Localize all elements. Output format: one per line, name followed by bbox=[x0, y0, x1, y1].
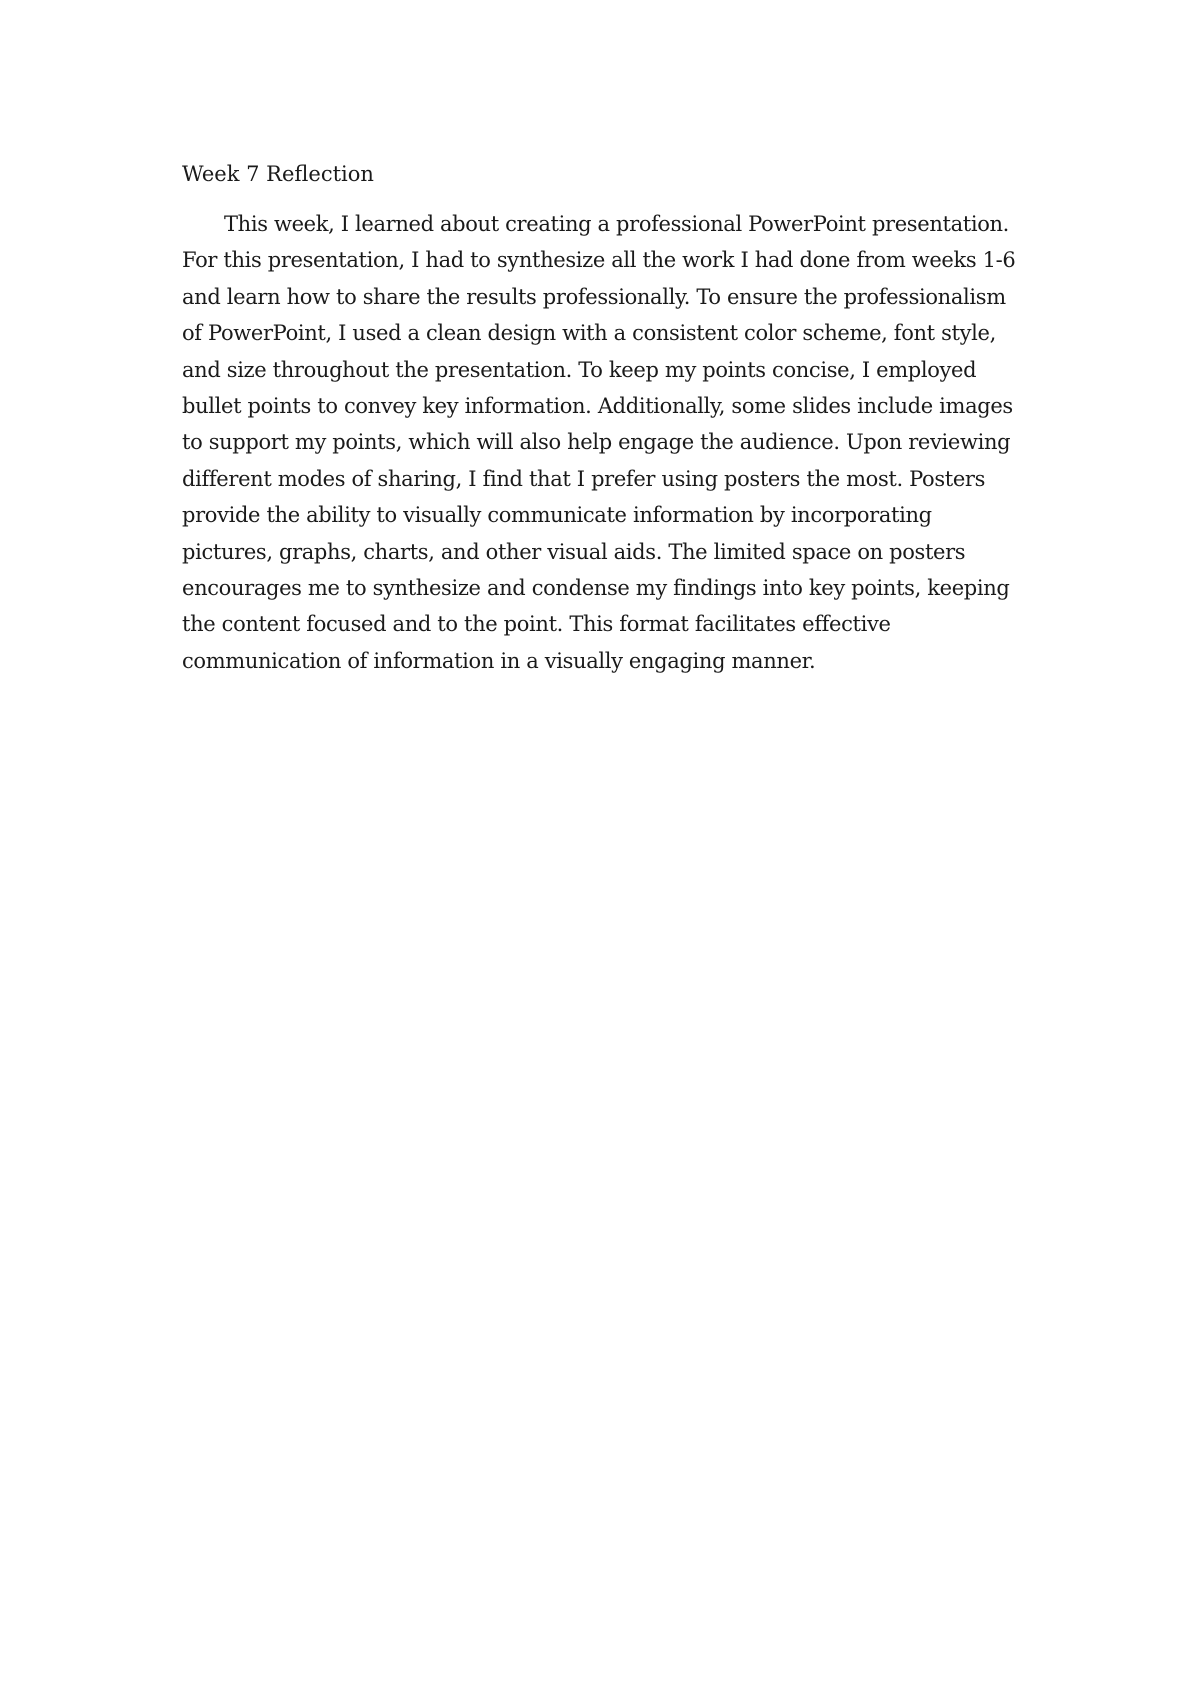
document-content bbox=[182, 156, 1022, 679]
document-title: Week 7 Reflection bbox=[182, 162, 374, 186]
reflection-paragraph: This week, I learned about creating a professional PowerPoint presentation. For this presentation, I had to synthesize all the work I had done from weeks 1-6 and learn how to share the results professionally. To ensure the professionalism of PowerPoint, I used a clean design with a consistent color scheme, font style, and size throughout the presentation. To keep my points concise, I employed bullet points to convey key information. Additionally, some slides include images to support my points, which will also help engage the audience. Upon reviewing different modes of sharing, I find that I prefer using posters the most. Posters provide the ability to visually communicate information by incorporating pictures, graphs, charts, and other visual aids. The limited space on posters encourages me to synthesize and condense my findings into key points, keeping the content focused and to the point. This format facilitates effective communication of information in a visually engaging manner. bbox=[182, 212, 1016, 673]
